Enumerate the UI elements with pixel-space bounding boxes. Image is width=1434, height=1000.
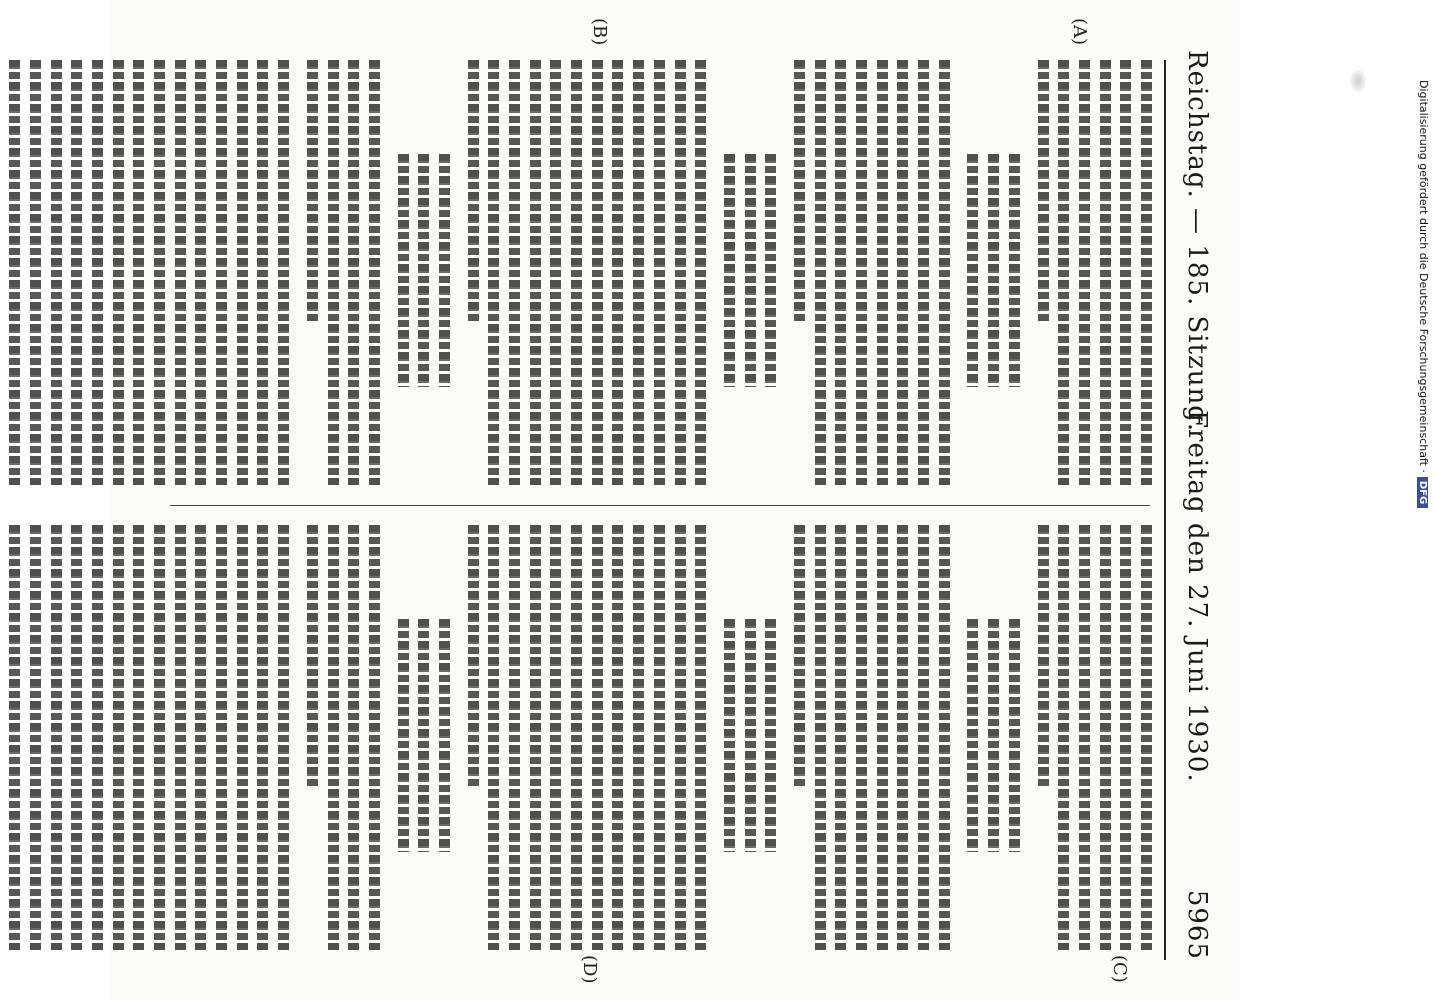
- text-line: [918, 60, 929, 485]
- dfg-logo: DFG: [1417, 477, 1428, 508]
- text-line: [9, 525, 20, 950]
- text-line: [1120, 60, 1131, 485]
- paragraph-gap: [450, 525, 458, 950]
- text-line: [550, 60, 561, 485]
- paragraph: [398, 60, 450, 485]
- paragraph: [307, 525, 380, 950]
- page-number: 5965: [1182, 889, 1212, 960]
- text-line: [877, 525, 888, 950]
- text-line: [175, 525, 186, 950]
- text-line: [1009, 619, 1020, 853]
- text-line: [1141, 60, 1152, 485]
- paragraph-gap: [706, 525, 714, 950]
- text-line: [968, 154, 979, 388]
- paragraph-gap: [289, 525, 297, 950]
- text-line: [439, 619, 450, 853]
- text-line: [468, 525, 479, 789]
- text-line: [348, 60, 359, 485]
- text-line: [592, 60, 603, 485]
- paragraph-gap: [776, 60, 784, 485]
- text-line: [571, 60, 582, 485]
- text-line: [439, 154, 450, 388]
- text-line: [815, 60, 826, 485]
- text-line: [530, 60, 541, 485]
- paragraph: [794, 525, 950, 950]
- text-line: [675, 60, 686, 485]
- text-line: [71, 525, 82, 950]
- text-line: [216, 525, 227, 950]
- text-line: [856, 525, 867, 950]
- text-line: [1009, 154, 1020, 388]
- text-line: [369, 60, 380, 485]
- text-line: [216, 60, 227, 485]
- text-line: [195, 60, 206, 485]
- text-line: [154, 60, 165, 485]
- text-line: [745, 619, 756, 853]
- text-line: [856, 60, 867, 485]
- margin-marker-c: (C): [1109, 955, 1130, 983]
- text-line: [1120, 525, 1131, 950]
- text-line: [154, 525, 165, 950]
- text-line: [877, 60, 888, 485]
- text-line: [988, 619, 999, 853]
- text-line: [592, 525, 603, 950]
- scan-smudge: [1350, 70, 1366, 92]
- text-line: [1079, 60, 1090, 485]
- text-line: [113, 525, 124, 950]
- text-line: [897, 60, 908, 485]
- text-line: [633, 60, 644, 485]
- text-line: [488, 60, 499, 485]
- text-line: [815, 525, 826, 950]
- right-text-column: [170, 525, 1152, 950]
- paragraph: [794, 60, 950, 485]
- text-line: [92, 60, 103, 485]
- text-line: [654, 60, 665, 485]
- text-line: [418, 154, 429, 388]
- text-line: [175, 60, 186, 485]
- paragraph: [1038, 60, 1152, 485]
- text-line: [92, 525, 103, 950]
- text-line: [328, 60, 339, 485]
- text-line: [654, 525, 665, 950]
- text-line: [675, 525, 686, 950]
- text-line: [968, 619, 979, 853]
- text-line: [418, 619, 429, 853]
- text-line: [695, 60, 706, 485]
- text-line: [918, 525, 929, 950]
- scanned-page: [110, 0, 1240, 1000]
- text-line: [897, 525, 908, 950]
- credit-text: Digitalisierung gefördert durch die Deutsche Forschungsgemeinschaft ·: [1417, 80, 1430, 473]
- text-line: [51, 60, 62, 485]
- paragraph-gap: [380, 525, 388, 950]
- text-line: [1100, 60, 1111, 485]
- text-line: [988, 154, 999, 388]
- text-line: [9, 60, 20, 485]
- text-line: [613, 525, 624, 950]
- column-divider: [170, 505, 1150, 506]
- text-line: [258, 60, 269, 485]
- paragraph: [307, 60, 380, 485]
- text-line: [695, 525, 706, 950]
- page-header: [1170, 50, 1230, 960]
- text-line: [794, 525, 805, 789]
- paragraph-gap: [1020, 525, 1028, 950]
- text-line: [113, 60, 124, 485]
- paragraph-gap: [380, 60, 388, 485]
- paragraph: [0, 60, 289, 485]
- paragraph: [0, 525, 289, 950]
- text-line: [468, 60, 479, 324]
- header-rule: [1164, 60, 1166, 960]
- text-line: [488, 525, 499, 950]
- text-line: [1038, 60, 1049, 324]
- text-line: [939, 525, 950, 950]
- text-line: [369, 525, 380, 950]
- text-line: [71, 60, 82, 485]
- paragraph: [468, 525, 707, 950]
- text-line: [1079, 525, 1090, 950]
- text-line: [765, 154, 776, 388]
- digitization-credit: [1417, 80, 1430, 940]
- text-line: [348, 525, 359, 950]
- margin-marker-d: (D): [579, 955, 600, 984]
- paragraph-gap: [706, 60, 714, 485]
- paragraph: [968, 525, 1020, 950]
- text-line: [724, 154, 735, 388]
- header-date: Freitag den 27. Juni 1930.: [1182, 410, 1212, 783]
- text-line: [237, 525, 248, 950]
- paragraph: [724, 60, 776, 485]
- text-line: [398, 154, 409, 388]
- paragraph-gap: [950, 60, 958, 485]
- text-line: [278, 60, 289, 485]
- margin-marker-b: (B): [589, 18, 610, 46]
- text-line: [1058, 525, 1069, 950]
- text-line: [307, 525, 318, 789]
- text-line: [237, 60, 248, 485]
- paragraph-gap: [289, 60, 297, 485]
- paragraph: [724, 525, 776, 950]
- paragraph: [398, 525, 450, 950]
- paragraph-gap: [1020, 60, 1028, 485]
- paragraph-gap: [450, 60, 458, 485]
- text-line: [133, 525, 144, 950]
- text-line: [633, 525, 644, 950]
- text-line: [765, 619, 776, 853]
- text-line: [530, 525, 541, 950]
- text-line: [509, 60, 520, 485]
- text-line: [939, 60, 950, 485]
- text-line: [398, 619, 409, 853]
- text-line: [835, 60, 846, 485]
- text-line: [509, 525, 520, 950]
- margin-marker-a: (A): [1069, 18, 1090, 46]
- paragraph-gap: [950, 525, 958, 950]
- text-line: [613, 60, 624, 485]
- text-line: [571, 525, 582, 950]
- text-line: [745, 154, 756, 388]
- text-line: [195, 525, 206, 950]
- left-text-column: [170, 60, 1152, 485]
- text-line: [1141, 525, 1152, 950]
- text-line: [835, 525, 846, 950]
- text-line: [133, 60, 144, 485]
- text-line: [51, 525, 62, 950]
- text-line: [724, 619, 735, 853]
- text-line: [1100, 525, 1111, 950]
- text-line: [794, 60, 805, 324]
- text-line: [550, 525, 561, 950]
- paragraph-gap: [776, 525, 784, 950]
- text-line: [258, 525, 269, 950]
- paragraph: [468, 60, 707, 485]
- paragraph: [1038, 525, 1152, 950]
- text-line: [30, 525, 41, 950]
- text-line: [278, 525, 289, 950]
- text-line: [30, 60, 41, 485]
- text-line: [1038, 525, 1049, 789]
- text-line: [328, 525, 339, 950]
- header-left: Reichstag. — 185. Sitzung.: [1182, 50, 1212, 433]
- text-line: [307, 60, 318, 324]
- paragraph: [968, 60, 1020, 485]
- text-line: [1058, 60, 1069, 485]
